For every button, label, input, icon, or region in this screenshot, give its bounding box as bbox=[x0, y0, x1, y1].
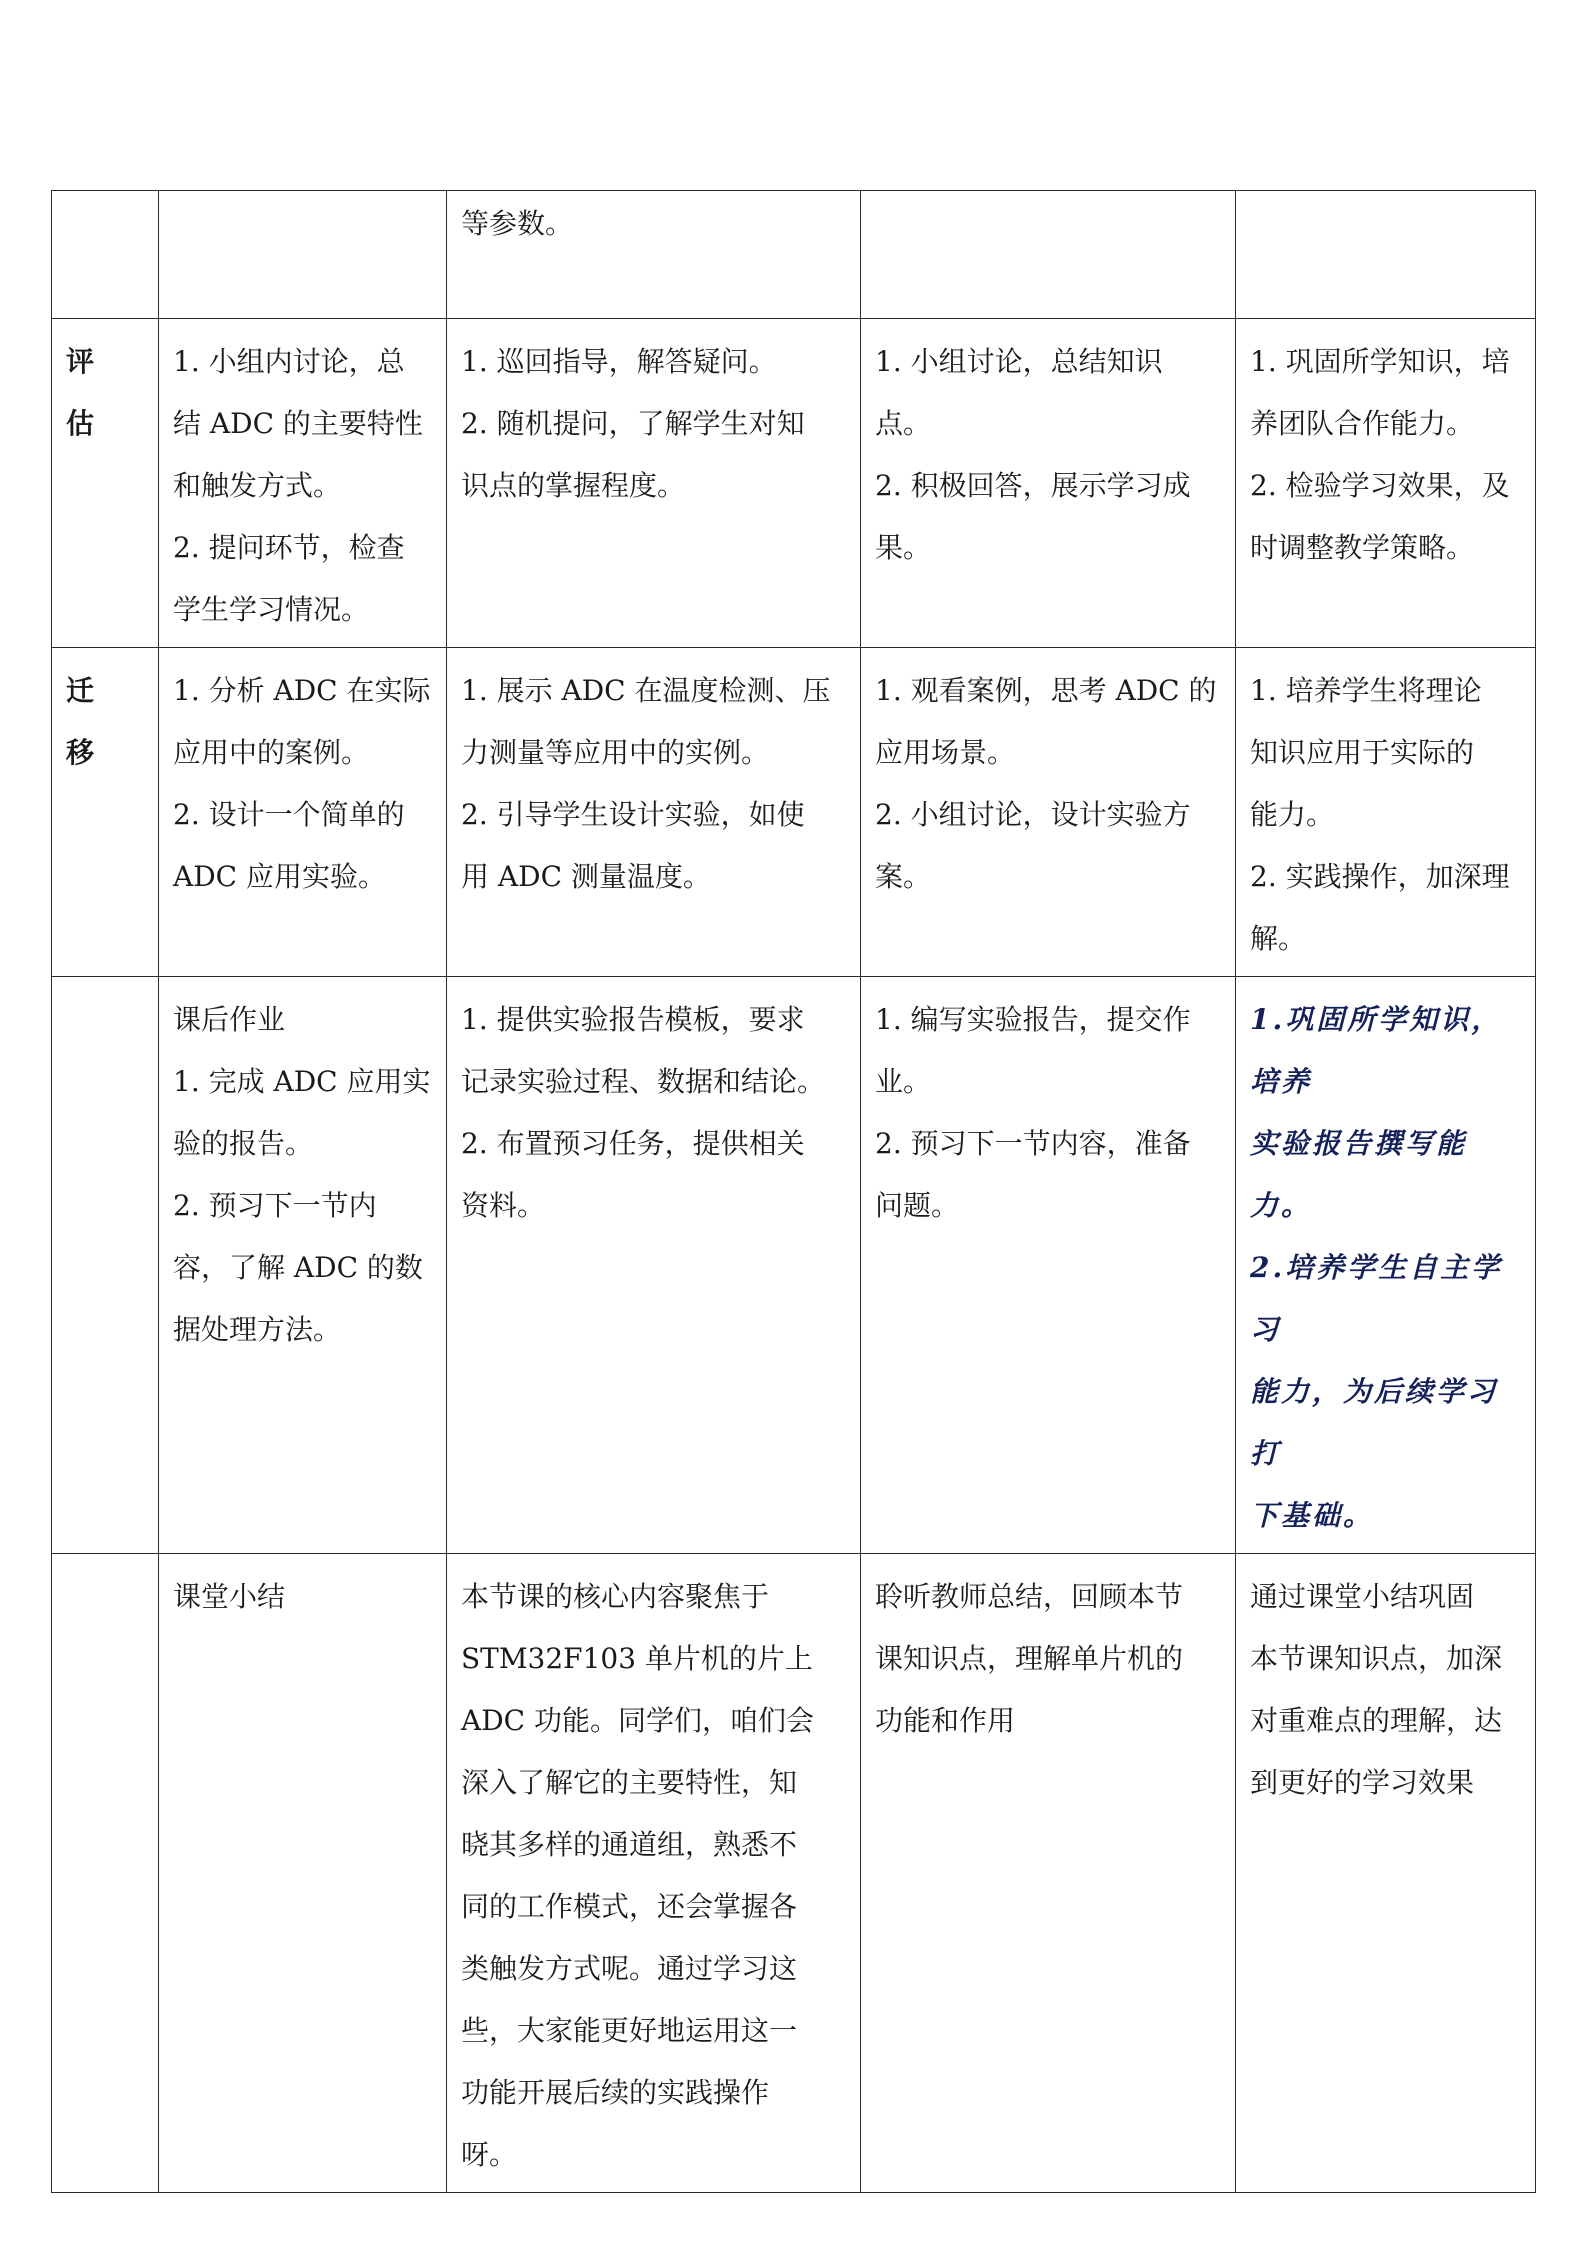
table-row bbox=[52, 319, 1536, 648]
cell-line: 同的工作模式，还会掌握各 bbox=[461, 1890, 798, 1923]
cell-line: 课堂小结 bbox=[173, 1580, 286, 1613]
cell-line: 深入了解它的主要特性，知 bbox=[461, 1766, 798, 1799]
content-cell bbox=[159, 319, 447, 648]
cell-line: 和触发方式。 bbox=[173, 469, 342, 502]
table-row bbox=[52, 648, 1536, 977]
cell-line: 时调整教学策略。 bbox=[1250, 531, 1475, 564]
phase-char: 评 bbox=[66, 345, 95, 378]
student-cell bbox=[861, 319, 1236, 648]
lesson-plan-table bbox=[51, 190, 1536, 2193]
cell-line: 2. 检验学习效果，及 bbox=[1250, 469, 1510, 502]
cell-line: 1. 巡回指导，解答疑问。 bbox=[461, 345, 777, 378]
student-cell bbox=[861, 191, 1236, 319]
cell-line: 案。 bbox=[875, 860, 932, 893]
cell-line: 1. 培养学生将理论 bbox=[1250, 674, 1482, 707]
cell-line: 业。 bbox=[875, 1065, 932, 1098]
teacher-cell bbox=[447, 191, 861, 319]
cell-line: 2. 设计一个简单的 bbox=[173, 798, 405, 831]
cell-line: 1. 编写实验报告，提交作 bbox=[875, 1003, 1191, 1036]
cell-line: STM32F103 单片机的片上 bbox=[461, 1642, 813, 1675]
cell-line: 容，了解 ADC 的数 bbox=[173, 1251, 423, 1284]
cell-line: 1.巩固所学知识，培养 bbox=[1250, 1003, 1503, 1098]
phase-cell bbox=[52, 191, 159, 319]
cell-line: 结 ADC 的主要特性 bbox=[173, 407, 423, 440]
student-cell bbox=[861, 977, 1236, 1554]
cell-line: 1. 展示 ADC 在温度检测、压 bbox=[461, 674, 831, 707]
cell-line: 2. 随机提问，了解学生对知 bbox=[461, 407, 805, 440]
cell-line: 2.培养学生自主学习 bbox=[1250, 1251, 1503, 1346]
cell-line: 1. 分析 ADC 在实际 bbox=[173, 674, 431, 707]
cell-line: 2. 预习下一节内容，准备 bbox=[875, 1127, 1191, 1160]
cell-line: 学生学习情况。 bbox=[173, 593, 370, 626]
table-row bbox=[52, 1554, 1536, 2193]
cell-line: 本节课的核心内容聚焦于 bbox=[461, 1580, 770, 1613]
student-cell bbox=[861, 648, 1236, 977]
cell-line: 问题。 bbox=[875, 1189, 960, 1222]
cell-line: 1. 巩固所学知识，培 bbox=[1250, 345, 1510, 378]
phase-char: 估 bbox=[66, 407, 95, 440]
cell-line: 点。 bbox=[875, 407, 932, 440]
cell-line: 呀。 bbox=[461, 2138, 518, 2171]
cell-line: 记录实验过程、数据和结论。 bbox=[461, 1065, 826, 1098]
cell-line: 聆听教师总结，回顾本节 bbox=[875, 1580, 1184, 1613]
cell-line: 资料。 bbox=[461, 1189, 546, 1222]
cell-line: 能力，为后续学习打 bbox=[1250, 1375, 1499, 1470]
cell-line: 识点的掌握程度。 bbox=[461, 469, 686, 502]
table-row bbox=[52, 191, 1536, 319]
cell-line: 据处理方法。 bbox=[173, 1313, 342, 1346]
cell-line: 对重难点的理解，达 bbox=[1250, 1704, 1503, 1737]
phase-cell-evaluation bbox=[52, 319, 159, 648]
cell-line: 2. 实践操作，加深理 bbox=[1250, 860, 1510, 893]
cell-line: 果。 bbox=[875, 531, 932, 564]
cell-line: 本节课知识点，加深 bbox=[1250, 1642, 1503, 1675]
cell-line: 通过课堂小结巩固 bbox=[1250, 1580, 1475, 1613]
cell-line: 1. 小组内讨论，总 bbox=[173, 345, 405, 378]
phase-cell bbox=[52, 977, 159, 1554]
intent-cell bbox=[1236, 319, 1536, 648]
cell-line: 实验报告撰写能力。 bbox=[1250, 1127, 1468, 1222]
cell-line: 解。 bbox=[1250, 922, 1307, 955]
intent-cell-handwritten bbox=[1236, 977, 1536, 1554]
cell-line: 养团队合作能力。 bbox=[1250, 407, 1475, 440]
cell-line: 课知识点，理解单片机的 bbox=[875, 1642, 1184, 1675]
intent-cell bbox=[1236, 191, 1536, 319]
teacher-cell bbox=[447, 648, 861, 977]
phase-cell-transfer bbox=[52, 648, 159, 977]
teacher-cell bbox=[447, 977, 861, 1554]
cell-line: 力测量等应用中的实例。 bbox=[461, 736, 770, 769]
content-cell bbox=[159, 648, 447, 977]
content-cell bbox=[159, 191, 447, 319]
cell-line: 2. 积极回答，展示学习成 bbox=[875, 469, 1191, 502]
cell-line: 能力。 bbox=[1250, 798, 1335, 831]
cell-line: 用 ADC 测量温度。 bbox=[461, 860, 711, 893]
table-row bbox=[52, 977, 1536, 1554]
cell-line: 些，大家能更好地运用这一 bbox=[461, 2014, 798, 2047]
cell-line: 到更好的学习效果 bbox=[1250, 1766, 1475, 1799]
intent-cell bbox=[1236, 648, 1536, 977]
phase-char: 移 bbox=[66, 736, 95, 769]
cell-line: 课后作业 bbox=[173, 1003, 286, 1036]
cell-line: 1. 完成 ADC 应用实 bbox=[173, 1065, 431, 1098]
cell-line: 2. 引导学生设计实验，如使 bbox=[461, 798, 805, 831]
cell-line: ADC 应用实验。 bbox=[173, 860, 386, 893]
cell-line: 2. 布置预习任务，提供相关 bbox=[461, 1127, 805, 1160]
cell-line: 下基础。 bbox=[1250, 1499, 1375, 1532]
cell-line: 2. 预习下一节内 bbox=[173, 1189, 377, 1222]
teacher-cell bbox=[447, 1554, 861, 2193]
content-cell bbox=[159, 1554, 447, 2193]
cell-line: 1. 提供实验报告模板，要求 bbox=[461, 1003, 805, 1036]
teacher-cell bbox=[447, 319, 861, 648]
cell-line: 功能和作用 bbox=[875, 1704, 1016, 1737]
content-cell bbox=[159, 977, 447, 1554]
cell-line: 功能开展后续的实践操作 bbox=[461, 2076, 770, 2109]
cell-line: 2. 提问环节，检查 bbox=[173, 531, 405, 564]
cell-line: ADC 功能。同学们，咱们会 bbox=[461, 1704, 814, 1737]
cell-line: 1. 观看案例，思考 ADC 的 bbox=[875, 674, 1217, 707]
cell-line: 晓其多样的通道组，熟悉不 bbox=[461, 1828, 798, 1861]
intent-cell bbox=[1236, 1554, 1536, 2193]
student-cell bbox=[861, 1554, 1236, 2193]
cell-line: 类触发方式呢。通过学习这 bbox=[461, 1952, 798, 1985]
cell-line: 知识应用于实际的 bbox=[1250, 736, 1475, 769]
cell-line: 等参数。 bbox=[461, 207, 574, 240]
cell-line: 验的报告。 bbox=[173, 1127, 314, 1160]
cell-line: 应用中的案例。 bbox=[173, 736, 370, 769]
cell-line: 2. 小组讨论，设计实验方 bbox=[875, 798, 1191, 831]
phase-cell bbox=[52, 1554, 159, 2193]
phase-char: 迁 bbox=[66, 674, 95, 707]
cell-line: 1. 小组讨论，总结知识 bbox=[875, 345, 1163, 378]
cell-line: 应用场景。 bbox=[875, 736, 1016, 769]
